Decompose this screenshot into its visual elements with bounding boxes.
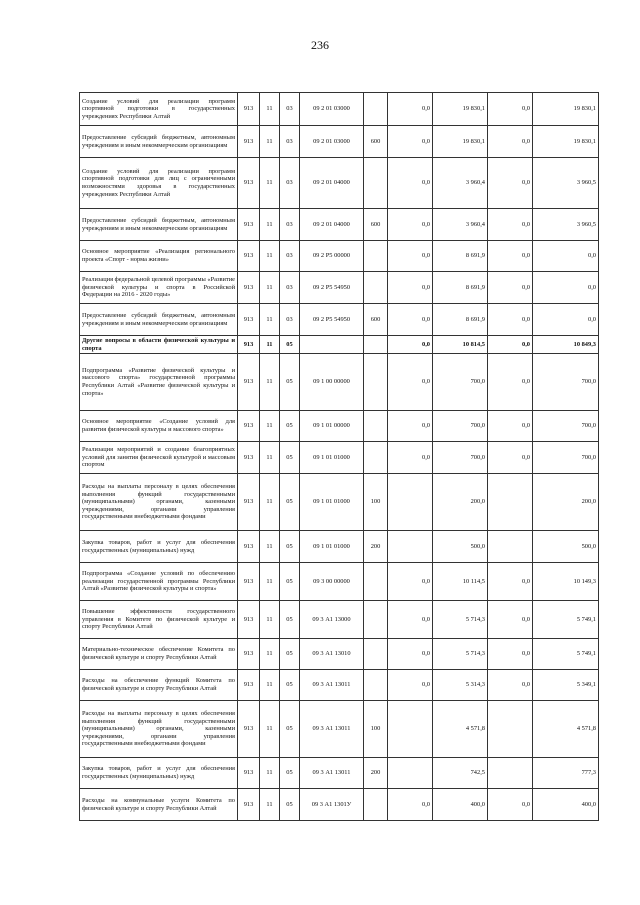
- cell-admin: 913: [238, 789, 260, 821]
- cell-admin: 913: [238, 158, 260, 209]
- cell-type: [364, 789, 388, 821]
- cell-v2: 700,0: [433, 442, 488, 474]
- cell-type: [364, 272, 388, 304]
- cell-v1: [388, 701, 433, 758]
- cell-v4: 700,0: [533, 442, 599, 474]
- cell-admin: 913: [238, 601, 260, 639]
- table-row: [80, 789, 599, 821]
- cell-admin: 913: [238, 126, 260, 158]
- cell-admin: 913: [238, 563, 260, 601]
- cell-v4: 0,0: [533, 241, 599, 272]
- cell-v1: [388, 531, 433, 563]
- cell-subsection: 05: [280, 701, 300, 758]
- cell-type: [364, 563, 388, 601]
- cell-admin: 913: [238, 442, 260, 474]
- cell-section: 11: [260, 158, 280, 209]
- cell-admin: 913: [238, 758, 260, 789]
- cell-v3: 0,0: [488, 601, 533, 639]
- cell-v2: 3 960,4: [433, 158, 488, 209]
- cell-admin: 913: [238, 354, 260, 411]
- cell-target: 09 1 00 00000: [300, 354, 364, 411]
- table-row: [80, 639, 599, 670]
- table-row: [80, 93, 599, 126]
- cell-v3: 0,0: [488, 241, 533, 272]
- cell-type: [364, 241, 388, 272]
- cell-section: 11: [260, 272, 280, 304]
- cell-admin: 913: [238, 701, 260, 758]
- cell-v4: 0,0: [533, 272, 599, 304]
- cell-section: 11: [260, 474, 280, 531]
- cell-subsection: 03: [280, 158, 300, 209]
- table-row: [80, 304, 599, 336]
- cell-v4: 4 571,8: [533, 701, 599, 758]
- cell-type: [364, 639, 388, 670]
- cell-name: Расходы на выплаты персоналу в целях обеспечения выполнения функций государственными (муниципальными) органами, казенными учреждениями, органами управления государственными внебюджетными фондами: [80, 701, 238, 758]
- cell-v4: 3 960,5: [533, 209, 599, 241]
- cell-v1: 0,0: [388, 442, 433, 474]
- cell-v2: 742,5: [433, 758, 488, 789]
- cell-v1: [388, 758, 433, 789]
- cell-v4: 5 349,1: [533, 670, 599, 701]
- cell-v2: 19 830,1: [433, 93, 488, 126]
- cell-admin: 913: [238, 209, 260, 241]
- cell-v1: 0,0: [388, 304, 433, 336]
- cell-section: 11: [260, 758, 280, 789]
- cell-v2: 8 691,9: [433, 241, 488, 272]
- cell-type: [364, 336, 388, 354]
- cell-name: Повышение эффективности государственного управления в Комитете по физической культуре и спорту Республики Алтай: [80, 601, 238, 639]
- cell-v2: 8 691,9: [433, 272, 488, 304]
- cell-v3: 0,0: [488, 126, 533, 158]
- cell-name: Расходы на коммунальные услуги Комитета по физической культуре и спорту Республики Алтай: [80, 789, 238, 821]
- cell-v1: 0,0: [388, 126, 433, 158]
- cell-v1: 0,0: [388, 601, 433, 639]
- cell-section: 11: [260, 442, 280, 474]
- cell-v1: 0,0: [388, 670, 433, 701]
- table-row: [80, 411, 599, 442]
- cell-v3: 0,0: [488, 563, 533, 601]
- cell-v4: 5 749,1: [533, 601, 599, 639]
- cell-v3: 0,0: [488, 158, 533, 209]
- cell-type: [364, 601, 388, 639]
- cell-target: 09 2 01 04000: [300, 158, 364, 209]
- table-row: [80, 758, 599, 789]
- cell-name: Закупка товаров, работ и услуг для обеспечения государственных (муниципальных) нужд: [80, 758, 238, 789]
- cell-target: 09 2 01 03000: [300, 126, 364, 158]
- cell-type: [364, 354, 388, 411]
- cell-admin: 913: [238, 336, 260, 354]
- cell-admin: 913: [238, 670, 260, 701]
- cell-subsection: 03: [280, 93, 300, 126]
- cell-target: 09 2 P5 54950: [300, 304, 364, 336]
- cell-subsection: 05: [280, 442, 300, 474]
- cell-v4: 10 849,3: [533, 336, 599, 354]
- table-row: [80, 209, 599, 241]
- table-row: [80, 354, 599, 411]
- cell-v3: [488, 701, 533, 758]
- cell-name: Реализация мероприятий и создание благоприятных условий для занятия физической культурой и массовым спортом: [80, 442, 238, 474]
- cell-subsection: 05: [280, 670, 300, 701]
- cell-type: 600: [364, 209, 388, 241]
- cell-section: 11: [260, 304, 280, 336]
- table-row: [80, 158, 599, 209]
- cell-target: 09 3 А1 13010: [300, 639, 364, 670]
- cell-v4: 10 149,3: [533, 563, 599, 601]
- cell-name: Основное мероприятие «Создание условий для развития физической культуры и массового спорта»: [80, 411, 238, 442]
- cell-subsection: 03: [280, 304, 300, 336]
- cell-v1: 0,0: [388, 789, 433, 821]
- cell-v4: 700,0: [533, 354, 599, 411]
- cell-section: 11: [260, 670, 280, 701]
- cell-name: Закупка товаров, работ и услуг для обеспечения государственных (муниципальных) нужд: [80, 531, 238, 563]
- cell-target: 09 3 А1 13011: [300, 758, 364, 789]
- cell-v3: 0,0: [488, 789, 533, 821]
- cell-type: 600: [364, 126, 388, 158]
- cell-section: 11: [260, 241, 280, 272]
- cell-type: 100: [364, 474, 388, 531]
- cell-v1: 0,0: [388, 411, 433, 442]
- cell-target: [300, 336, 364, 354]
- cell-name: Предоставление субсидий бюджетным, автономным учреждениям и иным некоммерческим организациям: [80, 126, 238, 158]
- cell-section: 11: [260, 354, 280, 411]
- cell-v3: 0,0: [488, 442, 533, 474]
- cell-type: [364, 670, 388, 701]
- cell-v4: 19 830,1: [533, 93, 599, 126]
- cell-subsection: 05: [280, 411, 300, 442]
- cell-subsection: 03: [280, 272, 300, 304]
- cell-target: 09 3 00 00000: [300, 563, 364, 601]
- cell-v2: 3 960,4: [433, 209, 488, 241]
- cell-v1: 0,0: [388, 158, 433, 209]
- cell-v2: 500,0: [433, 531, 488, 563]
- cell-name: Основное мероприятие «Реализация регионального проекта «Спорт - норма жизни»: [80, 241, 238, 272]
- cell-admin: 913: [238, 241, 260, 272]
- cell-v1: 0,0: [388, 563, 433, 601]
- cell-v3: [488, 758, 533, 789]
- table-row: [80, 126, 599, 158]
- cell-v1: [388, 474, 433, 531]
- cell-v3: [488, 531, 533, 563]
- cell-v4: 700,0: [533, 411, 599, 442]
- cell-section: 11: [260, 531, 280, 563]
- table-row: [80, 272, 599, 304]
- cell-v2: 400,0: [433, 789, 488, 821]
- cell-type: 100: [364, 701, 388, 758]
- cell-subsection: 05: [280, 563, 300, 601]
- cell-name: Подпрограмма «Создание условий по обеспечению реализации государственной программы Республики Алтай «Развитие физической культуры и спорта»: [80, 563, 238, 601]
- cell-v4: 3 960,5: [533, 158, 599, 209]
- cell-v1: 0,0: [388, 93, 433, 126]
- cell-name: Создание условий для реализации программ спортивной подготовки в государственных учреждениях Республики Алтай: [80, 93, 238, 126]
- cell-v2: 5 314,3: [433, 670, 488, 701]
- cell-name: Подпрограмма «Развитие физической культуры и массового спорта» государственной программы Республики Алтай «Развитие физической культуры и спорта»: [80, 354, 238, 411]
- cell-target: 09 2 01 03000: [300, 93, 364, 126]
- cell-v2: 700,0: [433, 411, 488, 442]
- cell-section: 11: [260, 563, 280, 601]
- table-row: [80, 531, 599, 563]
- cell-v3: 0,0: [488, 93, 533, 126]
- table-body: [80, 93, 599, 821]
- cell-name: Расходы на выплаты персоналу в целях обеспечения выполнения функций государственными (муниципальными) органами, казенными учреждениями, органами управления государственными внебюджетными фондами: [80, 474, 238, 531]
- cell-v3: 0,0: [488, 354, 533, 411]
- cell-v3: [488, 474, 533, 531]
- table-row: [80, 241, 599, 272]
- table-row: [80, 336, 599, 354]
- cell-admin: 913: [238, 639, 260, 670]
- cell-v1: 0,0: [388, 241, 433, 272]
- cell-subsection: 05: [280, 789, 300, 821]
- cell-section: 11: [260, 209, 280, 241]
- cell-v3: 0,0: [488, 336, 533, 354]
- cell-subsection: 05: [280, 758, 300, 789]
- table-row: [80, 563, 599, 601]
- cell-v3: 0,0: [488, 304, 533, 336]
- cell-v2: 5 714,3: [433, 639, 488, 670]
- cell-section: 11: [260, 789, 280, 821]
- cell-v1: 0,0: [388, 272, 433, 304]
- cell-section: 11: [260, 701, 280, 758]
- cell-target: 09 3 А1 13011: [300, 701, 364, 758]
- cell-subsection: 05: [280, 336, 300, 354]
- cell-v1: 0,0: [388, 354, 433, 411]
- cell-v4: 500,0: [533, 531, 599, 563]
- cell-admin: 913: [238, 474, 260, 531]
- cell-target: 09 1 01 01000: [300, 531, 364, 563]
- cell-target: 09 1 01 00000: [300, 411, 364, 442]
- cell-section: 11: [260, 411, 280, 442]
- cell-section: 11: [260, 126, 280, 158]
- cell-v1: 0,0: [388, 639, 433, 670]
- cell-v2: 4 571,8: [433, 701, 488, 758]
- cell-v3: 0,0: [488, 639, 533, 670]
- cell-v4: 777,3: [533, 758, 599, 789]
- cell-subsection: 05: [280, 531, 300, 563]
- cell-target: 09 3 А1 13000: [300, 601, 364, 639]
- cell-type: [364, 442, 388, 474]
- cell-target: 09 1 01 01000: [300, 442, 364, 474]
- cell-type: 200: [364, 758, 388, 789]
- cell-admin: 913: [238, 304, 260, 336]
- cell-type: [364, 93, 388, 126]
- cell-section: 11: [260, 639, 280, 670]
- cell-v2: 19 830,1: [433, 126, 488, 158]
- cell-section: 11: [260, 601, 280, 639]
- cell-target: 09 3 А1 13011: [300, 670, 364, 701]
- cell-v2: 10 114,5: [433, 563, 488, 601]
- table-row: [80, 474, 599, 531]
- cell-v3: 0,0: [488, 411, 533, 442]
- cell-v1: 0,0: [388, 336, 433, 354]
- cell-v4: 0,0: [533, 304, 599, 336]
- table-row: [80, 670, 599, 701]
- cell-type: [364, 411, 388, 442]
- cell-name: Материально-техническое обеспечение Комитета по физической культуре и спорту Республики Алтай: [80, 639, 238, 670]
- cell-type: [364, 158, 388, 209]
- cell-v1: 0,0: [388, 209, 433, 241]
- budget-table: [79, 92, 599, 821]
- table-row: [80, 442, 599, 474]
- cell-subsection: 05: [280, 354, 300, 411]
- cell-section: 11: [260, 336, 280, 354]
- cell-v4: 400,0: [533, 789, 599, 821]
- cell-target: 09 2 P5 00000: [300, 241, 364, 272]
- cell-v3: 0,0: [488, 209, 533, 241]
- table-row: [80, 701, 599, 758]
- cell-subsection: 05: [280, 601, 300, 639]
- cell-type: 600: [364, 304, 388, 336]
- cell-v2: 5 714,3: [433, 601, 488, 639]
- cell-subsection: 05: [280, 474, 300, 531]
- cell-admin: 913: [238, 531, 260, 563]
- cell-target: 09 2 01 04000: [300, 209, 364, 241]
- cell-v3: 0,0: [488, 272, 533, 304]
- cell-name: Предоставление субсидий бюджетным, автономным учреждениям и иным некоммерческим организациям: [80, 209, 238, 241]
- cell-v4: 5 749,1: [533, 639, 599, 670]
- cell-admin: 913: [238, 93, 260, 126]
- cell-name: Предоставление субсидий бюджетным, автономным учреждениям и иным некоммерческим организациям: [80, 304, 238, 336]
- cell-v2: 700,0: [433, 354, 488, 411]
- cell-target: 09 3 А1 1301У: [300, 789, 364, 821]
- cell-v3: 0,0: [488, 670, 533, 701]
- cell-admin: 913: [238, 411, 260, 442]
- cell-name: Создание условий для реализации программ спортивной подготовки для лиц с ограниченными возможностями здоровья в государственных учреждениях Республики Алтай: [80, 158, 238, 209]
- table-row: [80, 601, 599, 639]
- cell-subsection: 03: [280, 209, 300, 241]
- cell-target: 09 2 P5 54950: [300, 272, 364, 304]
- cell-subsection: 03: [280, 126, 300, 158]
- cell-v2: 8 691,9: [433, 304, 488, 336]
- cell-name: Расходы на обеспечение функций Комитета по физической культуре и спорту Республики Алтай: [80, 670, 238, 701]
- cell-v4: 200,0: [533, 474, 599, 531]
- page-number: 236: [311, 38, 329, 52]
- cell-name: Другие вопросы в области физической культуры и спорта: [80, 336, 238, 354]
- cell-section: 11: [260, 93, 280, 126]
- cell-name: Реализация федеральной целевой программы «Развитие физической культуры и спорта в Российской Федерации на 2016 - 2020 годы»: [80, 272, 238, 304]
- cell-type: 200: [364, 531, 388, 563]
- cell-v4: 19 830,1: [533, 126, 599, 158]
- cell-v2: 200,0: [433, 474, 488, 531]
- cell-subsection: 03: [280, 241, 300, 272]
- cell-v2: 10 814,5: [433, 336, 488, 354]
- cell-subsection: 05: [280, 639, 300, 670]
- cell-target: 09 1 01 01000: [300, 474, 364, 531]
- cell-admin: 913: [238, 272, 260, 304]
